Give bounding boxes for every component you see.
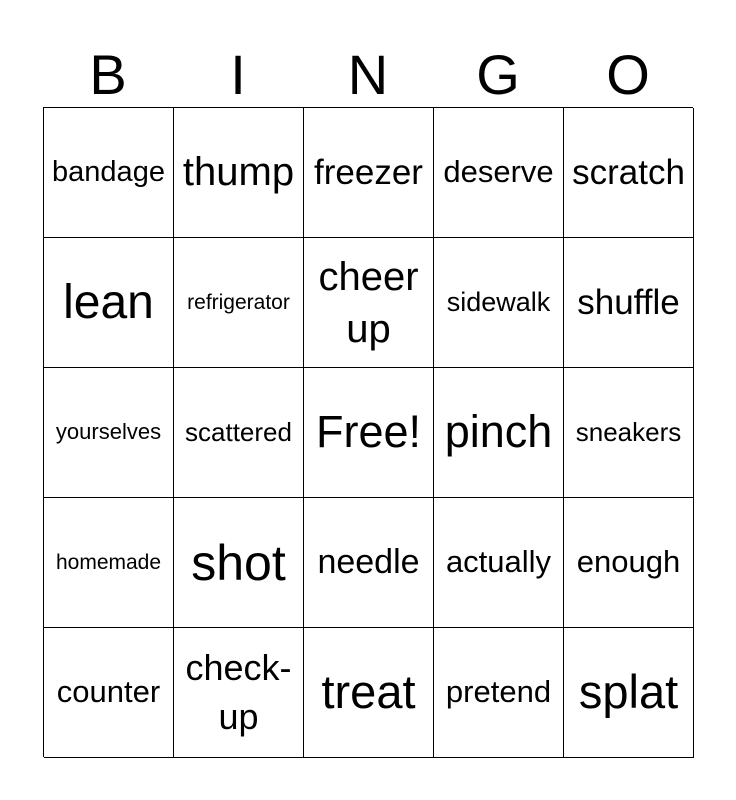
- bingo-cell: freezer: [304, 108, 434, 238]
- bingo-cell: scratch: [564, 108, 694, 238]
- bingo-cell: cheer up: [304, 238, 434, 368]
- header-letter-g: G: [476, 43, 520, 106]
- bingo-cell: scattered: [174, 368, 304, 498]
- bingo-cell free-space: Free!: [304, 368, 434, 498]
- bingo-board: [43, 107, 693, 757]
- bingo-cell: shot: [174, 498, 304, 628]
- bingo-cell: yourselves: [44, 368, 174, 498]
- header-letter-i: I: [230, 43, 246, 106]
- bingo-cell: homemade: [44, 498, 174, 628]
- bingo-cell: actually: [434, 498, 564, 628]
- bingo-cell: shuffle: [564, 238, 694, 368]
- bingo-cell: enough: [564, 498, 694, 628]
- bingo-cell: needle: [304, 498, 434, 628]
- bingo-header: [43, 40, 693, 108]
- bingo-cell: sidewalk: [434, 238, 564, 368]
- bingo-cell: pinch: [434, 368, 564, 498]
- bingo-cell: check-up: [174, 628, 304, 758]
- bingo-cell: sneakers: [564, 368, 694, 498]
- bingo-cell: deserve: [434, 108, 564, 238]
- bingo-cell: pretend: [434, 628, 564, 758]
- bingo-cell: treat: [304, 628, 434, 758]
- bingo-cell: splat: [564, 628, 694, 758]
- header-letter-n: N: [347, 43, 389, 106]
- bingo-cell: thump: [174, 108, 304, 238]
- header-letter-b: B: [89, 43, 127, 106]
- bingo-cell: counter: [44, 628, 174, 758]
- bingo-cell: refrigerator: [174, 238, 304, 368]
- bingo-cell: bandage: [44, 108, 174, 238]
- header-letter-o: O: [606, 43, 650, 106]
- bingo-cell: lean: [44, 238, 174, 368]
